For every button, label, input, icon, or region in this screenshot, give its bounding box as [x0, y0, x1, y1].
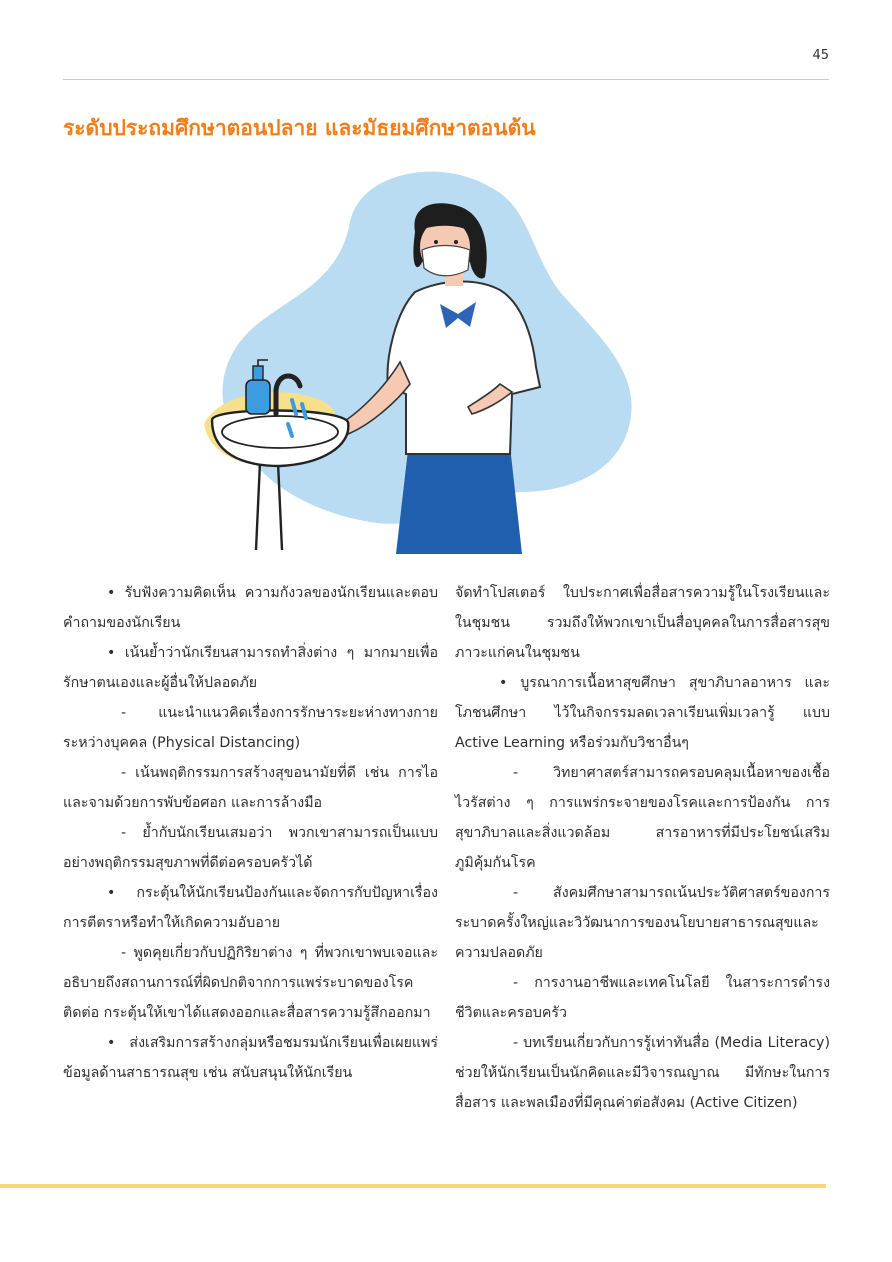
paragraph: - ย้ำกับนักเรียนเสมอว่า พวกเขาสามารถเป็นแบบอย่างพฤติกรรมสุขภาพที่ดีต่อครอบครัวได้ — [63, 825, 438, 871]
girl-washing-hands-illustration — [200, 162, 640, 554]
page-number: 45 — [812, 48, 829, 63]
paragraph: - บทเรียนเกี่ยวกับการรู้เท่าทันสื่อ (Media Literacy) ช่วยให้นักเรียนเป็นนักคิดและมีวิจารณญาณ มีทักษะในการสื่อสาร และพลเมืองที่มีคุณค่าต่อสังคม (Active Citizen) — [455, 1035, 830, 1111]
paragraph: • ส่งเสริมการสร้างกลุ่มหรือชมรมนักเรียนเพื่อเผยแพร่ข้อมูลด้านสาธารณสุข เช่น สนับสนุนให้นักเรียน — [63, 1035, 438, 1081]
footer-accent-bar — [0, 1184, 826, 1188]
paragraph: • รับฟังความคิดเห็น ความกังวลของนักเรียนและตอบคำถามของนักเรียน — [63, 585, 438, 631]
paragraph: • บูรณาการเนื้อหาสุขศึกษา สุขาภิบาลอาหาร และโภชนศึกษา ไว้ในกิจกรรมลดเวลาเรียนเพิ่มเวลารู้ แบบ Active Learning หรือร่วมกับวิชาอื่นๆ — [455, 675, 830, 751]
paragraph: - วิทยาศาสตร์สามารถครอบคลุมเนื้อหาของเชื้อไวรัสต่าง ๆ การแพร่กระจายของโรคและการป้องกัน การสุขาภิบาลและสิ่งแวดล้อม สารอาหารที่มีประโยชน์เสริมภูมิคุ้มกันโรค — [455, 765, 830, 871]
paragraph: - การงานอาชีพและเทคโนโลยี ในสาระการดำรงชีวิตและครอบครัว — [455, 975, 830, 1021]
paragraph: - พูดคุยเกี่ยวกับปฏิกิริยาต่าง ๆ ที่พวกเขาพบเจอและอธิบายถึงสถานการณ์ที่ผิดปกติจากการแพร่ระบาดของโรคติดต่อ กระตุ้นให้เขาได้แสดงออกและสื่อสารความรู้สึกออกมา — [63, 945, 438, 1021]
section-heading: ระดับประถมศึกษาตอนปลาย และมัธยมศึกษาตอนต้น — [63, 116, 536, 140]
paragraph: - แนะนำแนวคิดเรื่องการรักษาระยะห่างทางกายระหว่างบุคคล (Physical Distancing) — [63, 705, 438, 751]
paragraph: - สังคมศึกษาสามารถเน้นประวัติศาสตร์ของการระบาดครั้งใหญ่และวิวัฒนาการของนโยบายสาธารณสุขและความปลอดภัย — [455, 885, 830, 961]
face-mask-shape — [422, 246, 470, 276]
skirt-shape — [396, 446, 522, 554]
paragraph: • กระตุ้นให้นักเรียนป้องกันและจัดการกับปัญหาเรื่องการตีตราหรือทำให้เกิดความอับอาย — [63, 885, 438, 931]
left-text-column — [63, 578, 438, 1088]
paragraph: - เน้นพฤติกรรมการสร้างสุขอนามัยที่ดี เช่น การไอและจามด้วยการพับข้อศอก และการล้างมือ — [63, 765, 438, 811]
header-divider — [63, 79, 829, 80]
paragraph: • เน้นย้ำว่านักเรียนสามารถทำสิ่งต่าง ๆ มากมายเพื่อรักษาตนเองและผู้อื่นให้ปลอดภัย — [63, 645, 438, 691]
paragraph: จัดทำโปสเตอร์ ใบประกาศเพื่อสื่อสารความรู้ในโรงเรียนและในชุมชน รวมถึงให้พวกเขาเป็นสื่อบุคคลในการสื่อสารสุขภาวะแก่คนในชุมชน — [455, 585, 830, 661]
right-text-column — [455, 578, 830, 1118]
soap-bottle-shape — [246, 380, 270, 414]
